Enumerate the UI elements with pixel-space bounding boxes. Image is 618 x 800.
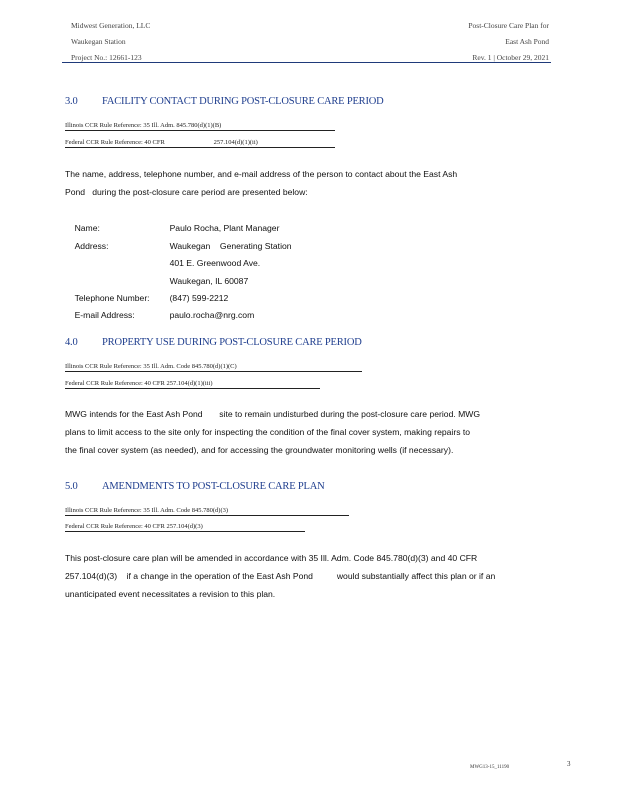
section-title: AMENDMENTS TO POST-CLOSURE CARE PLAN: [102, 481, 325, 492]
contact-address-label: Address:: [74, 241, 109, 251]
paragraph-line: plans to limit access to the site only for inspecting the condition of the final cover system, making repairs to: [65, 427, 471, 437]
section-title: PROPERTY USE DURING POST-CLOSURE CARE PERIOD: [102, 337, 362, 348]
contact-name-value: Paulo Rocha, Plant Manager: [169, 223, 280, 233]
footer-document-code: MWG13-15_11190: [470, 765, 510, 770]
paragraph-line: 257.104(d)(3) if a change in the operation of the East Ash Pond would substantially affect this plan or if an: [65, 571, 496, 581]
header-doc-title: Post-Closure Care Plan for: [468, 21, 549, 30]
header-right: [468, 18, 549, 66]
contact-email-label: E-mail Address:: [74, 310, 135, 320]
section-3-paragraph: [65, 165, 457, 201]
illinois-rule-reference: Illinois CCR Rule Reference: 35 Ill. Adm. Code 845.780(d)(1)(C): [65, 363, 362, 372]
paragraph-line: The name, address, telephone number, and e-mail address of the person to contact about the East Ash: [65, 169, 458, 179]
federal-rule-reference: Federal CCR Rule Reference: 40 CFR 257.104(d)(3): [65, 523, 305, 532]
paragraph-line: MWG intends for the East Ash Pond site to remain undisturbed during the post-closure care period. MWG: [65, 409, 481, 419]
section-5-heading: [65, 481, 324, 492]
section-5-paragraph: [65, 549, 495, 603]
header-doc-subject: East Ash Pond: [505, 37, 549, 46]
federal-rule-reference: Federal CCR Rule Reference: 40 CFR 257.104(d)(1)(iii): [65, 380, 320, 389]
contact-email-value: paulo.rocha@nrg.com: [169, 310, 255, 320]
section-4-heading: [65, 337, 362, 348]
contact-phone-label: Telephone Number:: [74, 293, 150, 303]
header-divider: [62, 62, 551, 63]
section-4-paragraph: [65, 405, 480, 459]
federal-rule-reference: Federal CCR Rule Reference: 40 CFR 257.104(d)(1)(ii): [65, 139, 335, 148]
section-number: 3.0: [65, 96, 78, 107]
paragraph-line: unanticipated event necessitates a revision to this plan.: [65, 589, 276, 599]
paragraph-line: This post-closure care plan will be amended in accordance with 35 Ill. Adm. Code 845.780(d)(3) and 40 CFR: [65, 553, 478, 563]
header-left: [71, 18, 150, 66]
contact-email-row: [65, 300, 254, 330]
section-3-heading: [65, 96, 384, 107]
illinois-rule-reference: Illinois CCR Rule Reference: 35 Ill. Adm. Code 845.780(d)(3): [65, 507, 349, 516]
header-station: Waukegan Station: [71, 37, 126, 46]
section-number: 5.0: [65, 481, 78, 492]
paragraph-line: the final cover system (as needed), and for accessing the groundwater monitoring wells (if necessary).: [65, 445, 454, 455]
section-number: 4.0: [65, 337, 78, 348]
header-revision: Rev. 1 | October 29, 2021: [472, 53, 549, 62]
contact-address-line: 401 E. Greenwood Ave.: [169, 258, 261, 268]
contact-address-line: Waukegan, IL 60087: [169, 276, 249, 286]
header-company: Midwest Generation, LLC: [71, 21, 151, 30]
illinois-rule-reference: Illinois CCR Rule Reference: 35 Ill. Adm. 845.780(d)(1)(B): [65, 122, 335, 131]
contact-address-line: Waukegan Generating Station: [169, 241, 292, 251]
page-number: 3: [567, 760, 571, 768]
header-project-no: Project No.: 12661-123: [71, 53, 142, 62]
contact-phone-value: (847) 599-2212: [169, 293, 229, 303]
contact-name-label: Name:: [74, 223, 100, 233]
section-title: FACILITY CONTACT DURING POST-CLOSURE CARE PERIOD: [102, 96, 384, 107]
paragraph-line: Pond during the post-closure care period are presented below:: [65, 187, 308, 197]
